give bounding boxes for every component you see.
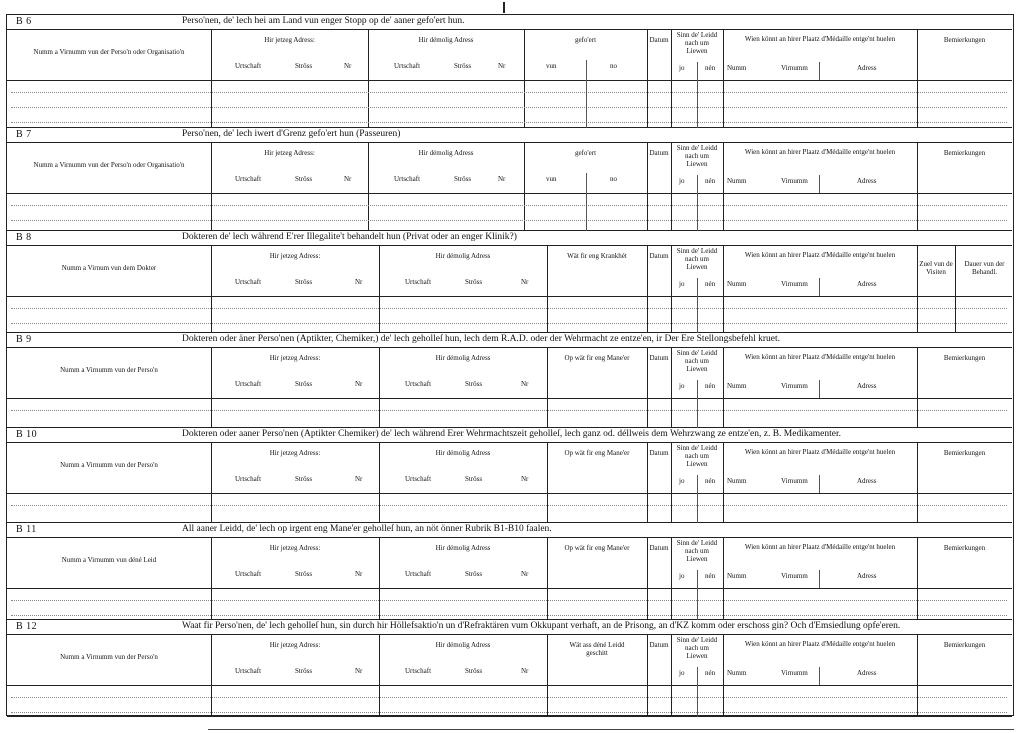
number-header: Nr <box>355 278 363 286</box>
street-header: Ströss <box>295 62 313 70</box>
entry-cell[interactable] <box>212 589 378 618</box>
entry-cell[interactable] <box>918 494 1011 521</box>
current-address-header: Hir jetzeg Adress: <box>269 354 321 362</box>
entry-cell[interactable] <box>8 297 210 331</box>
former-address-header: Hir démolig Adress <box>435 544 491 552</box>
entry-cell[interactable] <box>548 399 646 426</box>
entry-cell[interactable] <box>648 297 670 331</box>
entry-cell[interactable] <box>918 686 1011 715</box>
current-address-header: Hir jetzeg Adress: <box>269 641 321 649</box>
yes-header: jo <box>679 280 685 288</box>
visits-header: Zuel vun de Visiten <box>919 260 953 276</box>
entry-cell[interactable] <box>724 194 916 229</box>
former-address-header: Hir démolig Adress <box>435 641 491 649</box>
medal-header: Wien könnt an hirer Plaatz d'Médaille entge'nt huelen <box>744 251 896 259</box>
former-address-header: Hir démolig Adress <box>435 252 491 260</box>
yes-header: jo <box>679 64 685 72</box>
current-address-header: Hir jetzeg Adress: <box>269 252 321 260</box>
medal-address-header: Adress <box>857 382 877 390</box>
entry-cell[interactable] <box>724 589 916 618</box>
number-header: Nr <box>344 62 352 70</box>
remarks-header: Bemierkungen <box>943 36 986 44</box>
remarks-header: Bemierkungen <box>943 149 986 157</box>
current-address-header: Hir jetzeg Adress: <box>264 36 315 44</box>
alive-header: Sinn de' Leidd nach um Liewen <box>676 539 718 563</box>
street-header: Ströss <box>454 175 472 183</box>
entry-cell[interactable] <box>380 399 546 426</box>
section-b9 <box>7 333 1012 428</box>
entry-cell[interactable] <box>648 194 670 229</box>
locality-header: Urtschaft <box>235 175 262 183</box>
entry-cell[interactable] <box>548 297 646 331</box>
section-code: B 9 <box>16 334 32 345</box>
entry-cell[interactable] <box>724 686 916 715</box>
section-title: Dokteren de' lech während E'rer Illegalite't behandelt hun (Privat oder an enger Klinik?) <box>182 232 517 242</box>
section-code: B 11 <box>16 524 37 535</box>
medal-header: Wien könnt an hirer Plaatz d'Médaille entge'nt huelen <box>744 640 896 648</box>
street-header: Ströss <box>465 380 483 388</box>
number-header: Nr <box>355 380 363 388</box>
no-header: nén <box>705 280 716 288</box>
yes-no-divider <box>697 278 698 333</box>
section-title: Perso'nen, de' lech hei am Land vun enger Stopp op de' aaner gefo'ert hun. <box>182 16 465 26</box>
name-column-header: Numm a Virnumm vun der Perso'n <box>60 461 158 469</box>
locality-header: Urtschaft <box>394 62 421 70</box>
entry-cell[interactable] <box>648 589 670 618</box>
alive-header: Sinn de' Leidd nach um Liewen <box>676 247 718 271</box>
yes-header: jo <box>679 669 685 677</box>
medal-name-header: Numm <box>727 572 747 580</box>
locality-header: Urtschaft <box>405 380 432 388</box>
third-column-header: gefo'ert <box>574 149 597 157</box>
no-header: nén <box>705 669 716 677</box>
medal-divider <box>819 380 820 398</box>
street-header: Ströss <box>465 667 483 675</box>
current-address-header: Hir jetzeg Adress: <box>269 544 321 552</box>
entry-cell[interactable] <box>8 194 210 229</box>
entry-cell[interactable] <box>648 686 670 715</box>
medal-name-header: Numm <box>727 280 747 288</box>
remarks-header: Bemierkungen <box>943 544 986 552</box>
locality-header: Urtschaft <box>235 475 262 483</box>
top-fold-mark <box>503 2 505 13</box>
remarks-header: Bemierkungen <box>943 641 986 649</box>
section-grid <box>7 246 1012 333</box>
street-header: Ströss <box>295 667 313 675</box>
from-header: vun <box>546 175 557 183</box>
former-address-header: Hir démolig Adress <box>418 36 474 44</box>
no-header: nén <box>705 572 716 580</box>
section-grid <box>7 538 1012 620</box>
alive-header: Sinn de' Leidd nach um Liewen <box>676 636 718 660</box>
number-header: Nr <box>344 175 352 183</box>
form-page <box>6 14 1014 716</box>
section-header <box>7 231 1012 246</box>
medal-name-header: Numm <box>727 177 747 185</box>
name-column-header: Numm a Virnumm vun der Perso'n <box>60 366 158 374</box>
section-b10 <box>7 428 1012 523</box>
medal-address-header: Adress <box>857 477 877 485</box>
locality-header: Urtschaft <box>235 380 262 388</box>
medal-divider <box>819 175 820 193</box>
from-header: vun <box>546 62 557 70</box>
alive-header: Sinn de' Leidd nach um Liewen <box>676 349 718 373</box>
medal-address-header: Adress <box>857 572 877 580</box>
locality-header: Urtschaft <box>405 475 432 483</box>
section-title: All aaner Leidd, de' lech op irgent eng Mane'er geholleſ hun, an nöt önner Rubrik B1-B10 faalen. <box>182 524 552 534</box>
entry-cell[interactable] <box>918 297 1011 331</box>
number-header: Nr <box>498 175 506 183</box>
street-header: Ströss <box>295 570 313 578</box>
street-header: Ströss <box>295 380 313 388</box>
entry-cell[interactable] <box>648 81 670 126</box>
yes-header: jo <box>679 382 685 390</box>
section-grid <box>7 635 1012 717</box>
yes-no-divider <box>697 380 698 428</box>
section-header <box>7 523 1012 538</box>
entry-cell[interactable] <box>8 589 210 618</box>
section-code: B 12 <box>16 621 38 632</box>
medal-divider <box>819 570 820 588</box>
date-header: Datum <box>649 544 669 552</box>
alive-header: Sinn de' Leidd nach um Liewen <box>676 31 718 55</box>
yes-header: jo <box>679 572 685 580</box>
section-code: B 8 <box>16 232 32 243</box>
locality-header: Urtschaft <box>405 570 432 578</box>
street-header: Ströss <box>295 175 313 183</box>
section-title: Dokteren oder äner Perso'nen (Aptikter, Chemiker,) de' lech geholleſ hun, lech dem R.A.D. oder der Wehrmacht ze entze'en, ir Der Ere Stellongsbefehl kruet. <box>182 334 781 344</box>
from-to-divider <box>586 60 587 128</box>
name-column-header: Numm a Virnumm vun der Perso'n <box>60 653 158 661</box>
from-to-divider <box>586 173 587 231</box>
number-header: Nr <box>521 570 529 578</box>
section-grid <box>7 143 1012 231</box>
section-code: B 6 <box>16 16 32 27</box>
entry-cell[interactable] <box>724 494 916 521</box>
section-header <box>7 128 1012 143</box>
section-header <box>7 15 1012 30</box>
medal-header: Wien könnt an hirer Plaatz d'Médaille entge'nt huelen <box>744 148 896 156</box>
current-address-header: Hir jetzeg Adress: <box>264 149 315 157</box>
section-b12 <box>7 620 1012 717</box>
date-header: Datum <box>649 641 669 649</box>
third-column-header: Wät ass déné Leidd geschitt <box>569 641 625 657</box>
medal-divider <box>819 475 820 493</box>
entry-cell[interactable] <box>212 297 378 331</box>
entry-cell[interactable] <box>212 686 378 715</box>
no-header: nén <box>705 64 716 72</box>
entry-cell[interactable] <box>8 494 210 521</box>
entry-cell[interactable] <box>724 81 916 126</box>
number-header: Nr <box>521 380 529 388</box>
alive-header: Sinn de' Leidd nach um Liewen <box>676 444 718 468</box>
remarks-header: Bemierkungen <box>943 449 986 457</box>
medal-header: Wien könnt an hirer Plaatz d'Médaille entge'nt huelen <box>744 35 896 43</box>
entry-cell[interactable] <box>212 494 378 521</box>
locality-header: Urtschaft <box>405 278 432 286</box>
medal-name-header: Numm <box>727 382 747 390</box>
name-column-header: Numm a Virnumm vun der Perso'n oder Organisatio'n <box>33 161 185 169</box>
section-header <box>7 333 1012 348</box>
medal-firstname-header: Virnumm <box>781 477 808 485</box>
section-grid <box>7 443 1012 523</box>
third-column-header: gefo'ert <box>574 36 597 44</box>
number-header: Nr <box>521 667 529 675</box>
medal-divider <box>819 667 820 685</box>
entry-cell[interactable] <box>548 494 646 521</box>
entry-cell[interactable] <box>212 194 367 229</box>
entry-cell[interactable] <box>648 399 670 426</box>
date-header: Datum <box>649 449 669 457</box>
locality-header: Urtschaft <box>235 278 262 286</box>
locality-header: Urtschaft <box>394 175 421 183</box>
medal-name-header: Numm <box>727 477 747 485</box>
remarks-header: Bemierkungen <box>943 354 986 362</box>
no-header: nén <box>705 477 716 485</box>
to-header: no <box>610 62 617 70</box>
entry-cell[interactable] <box>380 686 546 715</box>
to-header: no <box>610 175 617 183</box>
locality-header: Urtschaft <box>235 62 262 70</box>
entry-cell[interactable] <box>8 81 210 126</box>
number-header: Nr <box>498 62 506 70</box>
name-column-header: Numm a Virnumm vun déné Leid <box>61 556 157 564</box>
medal-address-header: Adress <box>857 669 877 677</box>
section-title: Dokteren oder aaner Perso'nen (Aptikter Chemiker) de' lech während Erer Wehrmachtszeit geholleſ, lech ganz od. déllweis dem Wehrzwang ze entze'en, z. B. Medikamenter. <box>182 429 842 439</box>
yes-no-divider <box>697 175 698 231</box>
date-header: Datum <box>649 36 669 44</box>
yes-no-divider <box>697 570 698 620</box>
entry-cell[interactable] <box>918 81 1011 126</box>
third-column-header: Wät fir eng Krankhét <box>567 252 627 260</box>
column-divider <box>955 246 956 333</box>
entry-cell[interactable] <box>548 589 646 618</box>
date-header: Datum <box>649 252 669 260</box>
entry-cell[interactable] <box>212 399 378 426</box>
section-title: Perso'nen, de' lech iwert d'Grenz gefo'ert hun (Passeuren) <box>182 129 401 139</box>
medal-firstname-header: Virnumm <box>781 64 808 72</box>
number-header: Nr <box>355 475 363 483</box>
third-column-header: Op wät fir eng Mane'er <box>564 449 630 457</box>
medal-header: Wien könnt an hirer Plaatz d'Médaille entge'nt huelen <box>744 448 896 456</box>
number-header: Nr <box>355 570 363 578</box>
yes-no-divider <box>697 475 698 523</box>
locality-header: Urtschaft <box>405 667 432 675</box>
date-header: Datum <box>649 149 669 157</box>
medal-firstname-header: Virnumm <box>781 382 808 390</box>
entry-cell[interactable] <box>548 686 646 715</box>
entry-cell[interactable] <box>648 494 670 521</box>
medal-firstname-header: Virnumm <box>781 572 808 580</box>
yes-no-divider <box>697 667 698 717</box>
section-grid <box>7 348 1012 428</box>
section-b6 <box>7 15 1012 128</box>
street-header: Ströss <box>465 570 483 578</box>
former-address-header: Hir démolig Adress <box>418 149 474 157</box>
entry-cell[interactable] <box>380 494 546 521</box>
entry-cell[interactable] <box>918 194 1011 229</box>
street-header: Ströss <box>295 278 313 286</box>
medal-header: Wien könnt an hirer Plaatz d'Médaille entge'nt huelen <box>744 353 896 361</box>
medal-address-header: Adress <box>857 280 877 288</box>
number-header: Nr <box>521 278 529 286</box>
entry-cell[interactable] <box>8 686 210 715</box>
yes-no-divider <box>697 62 698 128</box>
section-grid <box>7 30 1012 128</box>
section-b8 <box>7 231 1012 333</box>
number-header: Nr <box>355 667 363 675</box>
medal-name-header: Numm <box>727 64 747 72</box>
street-header: Ströss <box>295 475 313 483</box>
section-code: B 7 <box>16 129 32 140</box>
entry-cell[interactable] <box>724 297 916 331</box>
medal-divider <box>819 278 820 296</box>
section-b7 <box>7 128 1012 231</box>
no-header: nén <box>705 177 716 185</box>
former-address-header: Hir démolig Adress <box>435 354 491 362</box>
entry-cell[interactable] <box>380 589 546 618</box>
former-address-header: Hir démolig Adress <box>435 449 491 457</box>
name-column-header: Numm a Virnum vun dem Dokter <box>61 264 157 272</box>
section-code: B 10 <box>16 429 38 440</box>
medal-name-header: Numm <box>727 669 747 677</box>
entry-cell[interactable] <box>380 297 546 331</box>
section-header <box>7 620 1012 635</box>
medal-firstname-header: Virnumm <box>781 669 808 677</box>
entry-cell[interactable] <box>918 399 1011 426</box>
section-title: Waat fir Perso'nen, de' lech geholleſ hun, sin durch hir Höllefsaktio'n un d'Refraktären vum Okkupant verhaft, an de Prisong, an d'KZ komm oder erschoss gin? Och d'Emsiedlung opfe'eren. <box>182 621 901 631</box>
medal-address-header: Adress <box>857 64 877 72</box>
entry-cell[interactable] <box>369 81 523 126</box>
entry-cell[interactable] <box>369 194 523 229</box>
yes-header: jo <box>679 477 685 485</box>
section-header <box>7 428 1012 443</box>
name-column-header: Numm a Virnumm vun der Perso'n oder Organisatio'n <box>33 48 185 56</box>
bottom-rule <box>208 729 1014 730</box>
street-header: Ströss <box>454 62 472 70</box>
duration-header: Dauer vun der Behandl. <box>964 260 1005 276</box>
third-column-header: Op wät fir eng Mane'er <box>564 544 630 552</box>
medal-header: Wien könnt an hirer Plaatz d'Médaille entge'nt huelen <box>744 543 896 551</box>
date-header: Datum <box>649 354 669 362</box>
section-b11 <box>7 523 1012 620</box>
current-address-header: Hir jetzeg Adress: <box>269 449 321 457</box>
entry-cell[interactable] <box>724 399 916 426</box>
alive-header: Sinn de' Leidd nach um Liewen <box>676 144 718 168</box>
entry-cell[interactable] <box>212 81 367 126</box>
third-column-header: Op wät fir eng Mane'er <box>564 354 630 362</box>
medal-address-header: Adress <box>857 177 877 185</box>
medal-firstname-header: Virnumm <box>781 280 808 288</box>
yes-header: jo <box>679 177 685 185</box>
entry-cell[interactable] <box>8 399 210 426</box>
medal-firstname-header: Virnumm <box>781 177 808 185</box>
locality-header: Urtschaft <box>235 570 262 578</box>
locality-header: Urtschaft <box>235 667 262 675</box>
street-header: Ströss <box>465 278 483 286</box>
street-header: Ströss <box>465 475 483 483</box>
number-header: Nr <box>521 475 529 483</box>
entry-cell[interactable] <box>918 589 1011 618</box>
medal-divider <box>819 62 820 80</box>
no-header: nén <box>705 382 716 390</box>
